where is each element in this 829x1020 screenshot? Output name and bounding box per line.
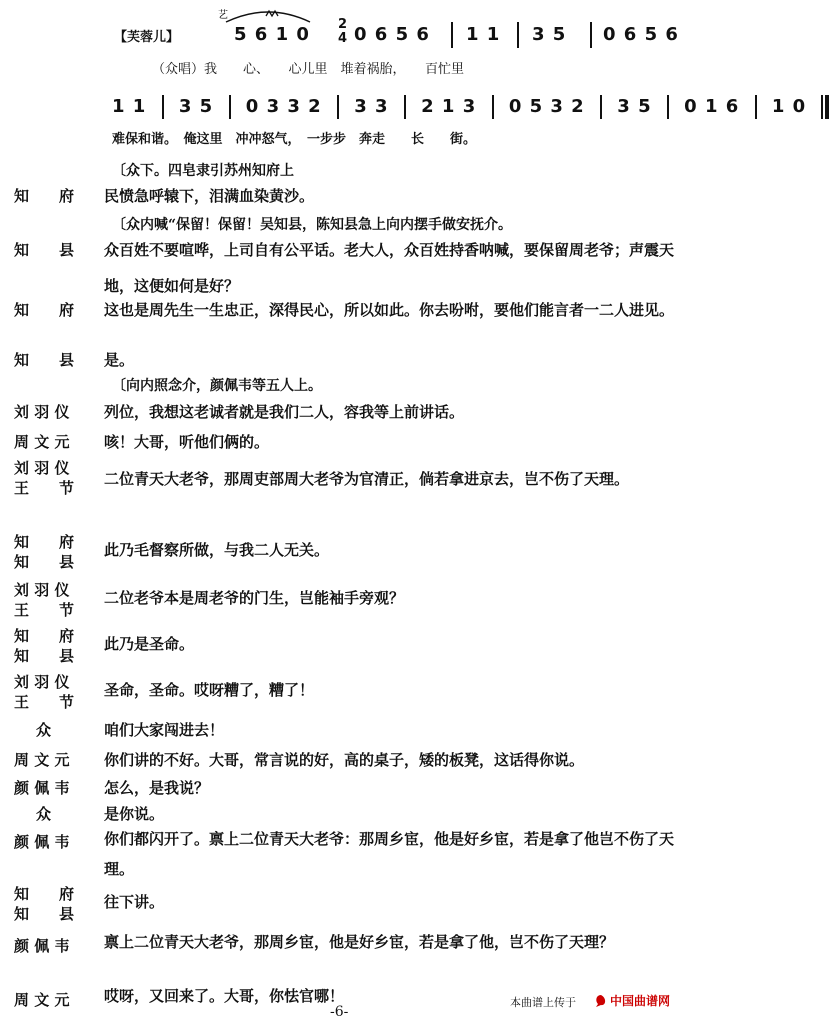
barline	[229, 95, 231, 119]
barline	[667, 95, 669, 119]
speaker-name: 刘 羽 仪	[14, 673, 70, 691]
dialogue-line: 圣命，圣命。哎呀糟了，糟了！	[104, 681, 315, 699]
speaker	[14, 778, 94, 798]
speaker-name: 知 府	[14, 885, 75, 903]
time-sig-top: 2	[338, 17, 349, 32]
speaker	[14, 750, 94, 770]
speaker	[14, 432, 94, 452]
dialogue-line: 民愤急呼辕下，泪满血染黄沙。	[104, 187, 315, 205]
score-line-2	[112, 95, 807, 119]
site-name: 中国曲谱网	[610, 994, 671, 1008]
barline	[337, 95, 339, 119]
speaker	[14, 936, 94, 956]
time-signature	[338, 18, 348, 46]
upload-note: 本曲谱上传于	[510, 996, 576, 1009]
speaker	[14, 832, 94, 852]
speaker-name: 颜 佩 韦	[14, 779, 70, 797]
dialogue-line: 是。	[104, 351, 135, 369]
speaker-name: 知 县	[14, 905, 75, 923]
dialogue-line: 此乃毛督察所做，与我二人无关。	[104, 541, 330, 559]
speaker-name: 颜 佩 韦	[14, 833, 70, 851]
measure: 0 3 3 2	[245, 96, 322, 117]
speaker	[14, 300, 94, 320]
final-barline	[821, 95, 823, 119]
barline	[492, 95, 494, 119]
stage-direction: 〔向内照念介，颜佩韦等五人上。	[112, 378, 322, 394]
stage-direction: 〔众内喊“保留！保留！吴知县，陈知县急上向内摆手做安抚介。	[112, 217, 513, 233]
measure: 3 5	[178, 96, 214, 117]
speaker-name: 周 文 元	[14, 433, 70, 451]
dialogue-line: 这也是周先生一生忠正，深得民心，所以如此。你去吩咐，要他们能言者一二人进见。	[104, 301, 675, 319]
speaker	[14, 186, 94, 206]
dialogue-line: 二位老爷本是周老爷的门生，岂能袖手旁观？	[104, 589, 405, 607]
speaker	[14, 990, 94, 1010]
final-barline-thick	[825, 95, 829, 119]
svg-text:艺: 艺	[218, 10, 228, 21]
speaker	[14, 240, 94, 260]
speaker-name: 知 府	[14, 533, 75, 551]
score-notes-1e: 0 6 5 6	[603, 24, 679, 45]
barline	[517, 22, 519, 48]
dialogue-line: 众百姓不要喧哗，上司自有公平话。老大人，众百姓持香呐喊，要保留周老爷；声震天地，这便如何是好？	[104, 241, 675, 295]
speaker-name: 刘 羽 仪	[14, 403, 70, 421]
stage-direction: 〔众下。四皂隶引苏州知府上	[112, 163, 294, 179]
measure: 3 5	[617, 96, 652, 117]
lyric-line-2: 难保和谐。 俺这里 冲冲怒气， 一步步 奔走 长 街。	[112, 132, 477, 147]
measure: 1 0	[771, 96, 807, 117]
dialogue-line: 咳！大哥，听他们俩的。	[104, 433, 270, 451]
dialogue-line: 禀上二位青天大老爷，那周乡宦，他是好乡宦，若是拿了他，岂不伤了天理？	[104, 933, 615, 951]
barline	[404, 95, 406, 119]
barline	[162, 95, 164, 119]
speaker-name: 知 县	[14, 351, 75, 369]
barline	[590, 22, 592, 48]
dialogue-line: 咱们大家闯进去！	[104, 721, 225, 739]
tune-name: 【芙蓉儿】	[114, 30, 180, 45]
lyric-line-1: （众唱）我 心、 心儿里 堆着祸胎， 百忙里	[152, 62, 465, 77]
speaker-name: 颜 佩 韦	[14, 937, 70, 955]
dialogue-line: 哎呀，又回来了。大哥，你怯官哪！	[104, 987, 345, 1005]
dialogue-line: 是你说。	[104, 805, 165, 823]
speaker-name: 众	[36, 721, 52, 739]
speaker-name: 刘 羽 仪	[14, 459, 70, 477]
time-sig-bottom: 4	[338, 31, 349, 46]
dialogue-line: 怎么，是我说？	[104, 779, 210, 797]
barline	[600, 95, 602, 119]
score-notes-1a: 5 6 1 0	[234, 24, 310, 45]
dialogue-line: 你们都闪开了。禀上二位青天大老爷：那周乡宦，他是好乡宦，若是拿了他岂不伤了天理。	[104, 830, 675, 878]
speaker-name: 知 县	[14, 241, 75, 259]
speaker-name: 王 节	[14, 479, 75, 497]
measure: 3 3	[354, 96, 389, 117]
speaker-name: 周 文 元	[14, 991, 70, 1009]
speaker	[14, 884, 94, 924]
score-notes-1c: 1 1	[466, 24, 501, 45]
speaker-name: 知 府	[14, 187, 75, 205]
speaker	[14, 402, 94, 422]
speaker-name: 刘 羽 仪	[14, 581, 70, 599]
barline	[755, 95, 757, 119]
speaker-name: 知 县	[14, 647, 75, 665]
speaker-name: 王 节	[14, 693, 75, 711]
site-logo	[594, 992, 670, 1009]
speaker-name: 周 文 元	[14, 751, 70, 769]
measure: 0 1 6	[684, 96, 740, 117]
logo-icon	[594, 994, 608, 1008]
dialogue-line: 此乃是圣命。	[104, 635, 195, 653]
speaker-name: 知 府	[14, 627, 75, 645]
speaker-name: 知 县	[14, 553, 75, 571]
dialogue-line: 你们讲的不好。大哥，常言说的好，高的桌子，矮的板凳，这话得你说。	[104, 751, 585, 769]
score-notes-1d: 3 5	[532, 24, 567, 45]
barline	[451, 22, 453, 48]
speaker	[14, 580, 94, 620]
speaker-name: 王 节	[14, 601, 75, 619]
measure: 2 1 3	[421, 96, 477, 117]
speaker	[14, 350, 94, 370]
dialogue-line: 列位，我想这老诚者就是我们二人，容我等上前讲话。	[104, 403, 465, 421]
measure: 0 5 3 2	[508, 96, 585, 117]
speaker-name: 众	[36, 805, 52, 823]
speaker	[14, 532, 94, 572]
dialogue-line: 往下讲。	[104, 893, 165, 911]
speaker	[14, 672, 94, 712]
speaker	[14, 626, 94, 666]
speaker	[14, 458, 94, 498]
page-number: -6-	[330, 1004, 349, 1020]
speaker-name: 知 府	[14, 301, 75, 319]
slur-mark-icon	[218, 4, 318, 26]
score-notes-1b: 0 6 5 6	[354, 24, 430, 45]
dialogue-line: 二位青天大老爷，那周吏部周大老爷为官清正，倘若拿进京去，岂不伤了天理。	[104, 470, 630, 488]
measure: 1 1	[112, 96, 147, 117]
